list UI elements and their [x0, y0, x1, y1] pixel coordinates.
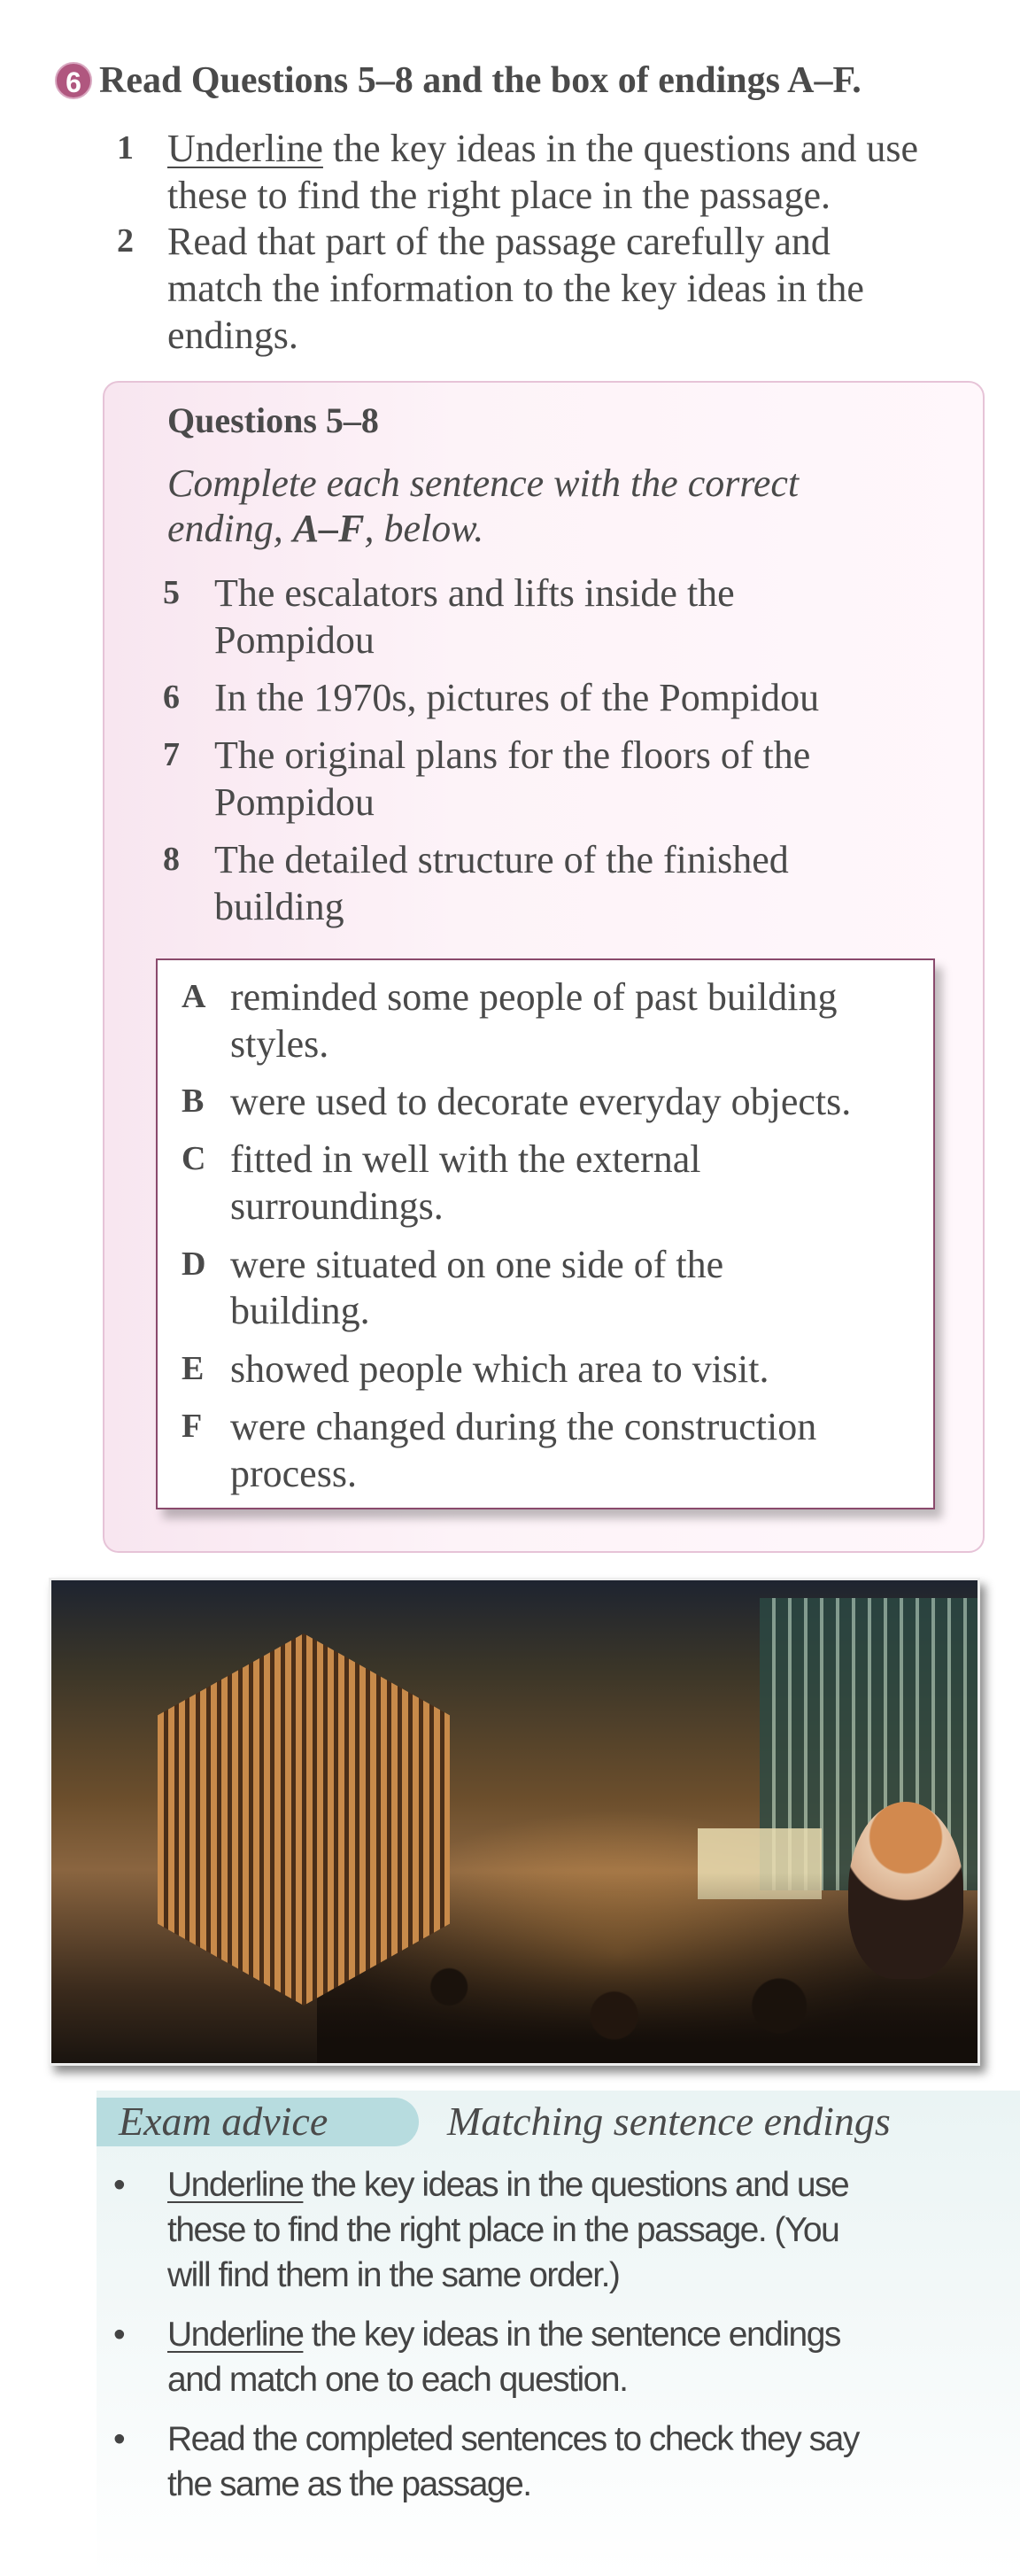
question-text: Pompidou: [214, 780, 375, 824]
ending-text: were situated on one side of the: [230, 1243, 724, 1286]
step-number: 2: [117, 222, 134, 260]
ending-letter: B: [182, 1082, 205, 1120]
exam-advice-label: Exam advice: [119, 2099, 328, 2144]
ending-text: were used to decorate everyday objects.: [230, 1080, 852, 1123]
ending-letter: C: [182, 1140, 206, 1177]
question-text: In the 1970s, pictures of the Pompidou: [214, 676, 820, 719]
question-text: The original plans for the floors of the: [214, 733, 811, 777]
ending-text: styles.: [230, 1022, 329, 1066]
ending-letter: A: [182, 978, 206, 1015]
instruction-line: Complete each sentence with the correct: [167, 462, 800, 505]
exam-advice-topic: Matching sentence endings: [447, 2099, 891, 2144]
ending-text: showed people which area to visit.: [230, 1347, 769, 1391]
step-number: 1: [117, 129, 134, 167]
underline-word: Underline: [167, 127, 323, 170]
advice-line: will find them in the same order.): [167, 2256, 620, 2294]
question-number: 6: [163, 679, 180, 716]
photo-visitor: [848, 1802, 963, 1979]
ending-text: reminded some people of past building: [230, 975, 838, 1019]
question-text: The detailed structure of the finished: [214, 838, 789, 881]
questions-heading: Questions 5–8: [167, 400, 379, 440]
advice-line: Underline the key ideas in the questions and use: [167, 2166, 849, 2204]
step-line: these to find the right place in the passage.: [167, 174, 831, 217]
bullet-icon: •: [113, 2166, 125, 2204]
question-number: 5: [163, 574, 180, 611]
question-number: 8: [163, 841, 180, 878]
advice-line: the same as the passage.: [167, 2465, 531, 2503]
question-number: 7: [163, 736, 180, 773]
step-line: endings.: [167, 314, 298, 357]
underline-word: Underline: [167, 2316, 304, 2354]
ending-text: surroundings.: [230, 1184, 444, 1228]
ending-letter: D: [182, 1245, 206, 1283]
pompidou-interior-photo: [49, 1578, 980, 2066]
step-line: Underline the key ideas in the questions and use: [167, 127, 919, 170]
ending-letter: E: [182, 1350, 205, 1387]
ending-letter: F: [182, 1408, 203, 1445]
task-number-badge: 6: [55, 62, 92, 99]
task-title: Read Questions 5–8 and the box of endings A–F.: [99, 60, 862, 101]
question-text: building: [214, 885, 344, 928]
step-line: match the information to the key ideas in the: [167, 267, 864, 310]
advice-line: and match one to each question.: [167, 2361, 628, 2399]
ending-text: fitted in well with the external: [230, 1137, 701, 1181]
question-text: The escalators and lifts inside the: [214, 571, 735, 615]
advice-line: these to find the right place in the passage. (You: [167, 2211, 839, 2249]
step-line: Read that part of the passage carefully and: [167, 220, 831, 263]
bullet-icon: •: [113, 2316, 125, 2354]
instruction-line: ending, A–F, below.: [167, 507, 484, 550]
question-text: Pompidou: [214, 618, 375, 662]
ending-text: building.: [230, 1289, 370, 1332]
advice-line: Read the completed sentences to check they say: [167, 2420, 859, 2458]
bullet-icon: •: [113, 2420, 125, 2458]
ending-text: process.: [230, 1452, 357, 1495]
ending-text: were changed during the construction: [230, 1405, 817, 1448]
advice-line: Underline the key ideas in the sentence endings: [167, 2316, 840, 2354]
underline-word: Underline: [167, 2166, 304, 2204]
